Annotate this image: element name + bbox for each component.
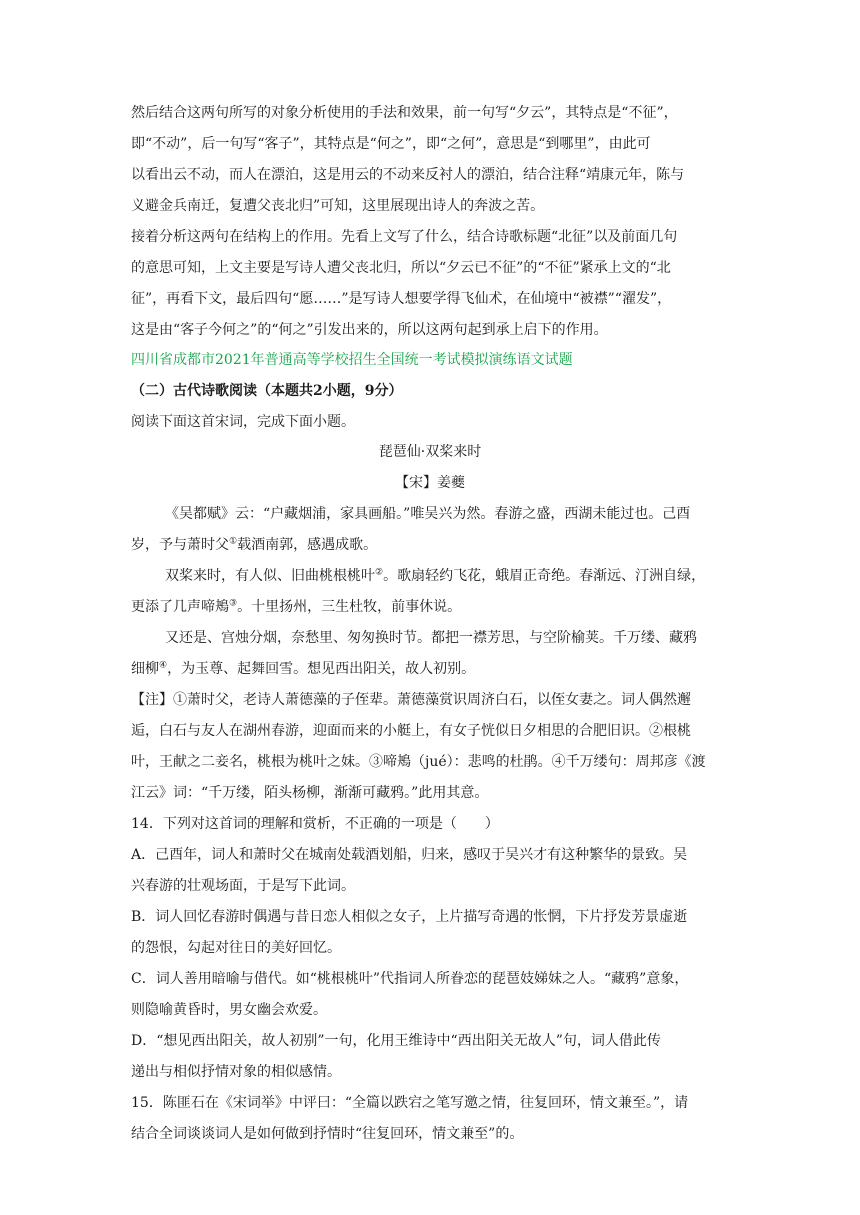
question-14-option-b: B．词人回忆春游时偶遇与昔日恋人相似之女子，上片描写奇遇的怅惘，下片抒发芳景虚逝 xyxy=(131,909,688,925)
footnote-mark: ③ xyxy=(229,598,238,609)
question-14-option-a: 兴春游的壮观场面，于是写下此词。 xyxy=(131,878,355,894)
analysis-line: 义避金兵南迁，复遭父丧北归”可知，这里展现出诗人的奔波之苦。 xyxy=(131,198,545,214)
poem-preface: 《吴都赋》云：“户藏烟浦，家具画船。”唯吴兴为然。春游之盛，西湖未能过也。己酉 xyxy=(165,506,691,522)
notes-line: 叶，王献之二妾名，桃根为桃叶之妹。③啼鴂（jué）：悲鸣的杜鹃。④千万缕句：周邦彦《渡 xyxy=(131,754,706,770)
section-heading: （二）古代诗歌阅读（本题共2小题，9分） xyxy=(131,383,403,399)
poem-preface: 岁，予与萧时父①载酒南郭，感遇成歌。 xyxy=(131,536,378,553)
poem-stanza-1: 双桨来时，有人似、旧曲桃根桃叶②。歌扇轻约飞花，蛾眉正奇绝。春渐远、汀洲自绿， xyxy=(165,567,706,584)
footnote-mark: ① xyxy=(229,536,238,547)
notes-line: 【注】①萧时父，老诗人萧德藻的子侄辈。萧德藻赏识周济白石，以侄女妻之。词人偶然邂 xyxy=(131,692,691,708)
instruction: 阅读下面这首宋词，完成下面小题。 xyxy=(131,414,355,430)
analysis-line: 征”，再看下文，最后四句“愿……”是写诗人想要学得飞仙术，在仙境中“被襟”“濯发”， xyxy=(131,291,672,307)
analysis-line: 即“不动”，后一句写“客子”，其特点是“何之”，即“之何”，意思是“到哪里”，由此可 xyxy=(131,136,651,152)
poem-stanza-2: 细柳④，为玉尊、起舞回雪。想见西出阳关，故人初别。 xyxy=(131,660,476,677)
source-line: 四川省成都市2021年普通高等学校招生全国统一考试模拟演练语文试题 xyxy=(131,352,573,368)
question-14-option-b: 的怨恨，勾起对往日的美好回忆。 xyxy=(131,940,341,956)
analysis-line: 接着分析这两句在结构上的作用。先看上文写了什么，结合诗歌标题“北征”以及前面几句 xyxy=(131,229,678,245)
question-14-option-c: 则隐喻黄昏时，男女幽会欢爱。 xyxy=(131,1002,327,1018)
analysis-line: 的意思可知，上文主要是写诗人遭父丧北归，所以“夕云已不征”的“不征”紧承上文的“北 xyxy=(131,260,671,276)
question-14-option-c: C．词人善用暗喻与借代。如“桃根桃叶”代指词人所眷恋的琵琶妓娣妹之人。“藏鸦”意象， xyxy=(131,971,689,987)
poem-author: 【宋】姜夔 xyxy=(395,475,465,491)
question-14-option-d: 递出与相似抒情对象的相似感情。 xyxy=(131,1064,341,1080)
poem-stanza-1: 更添了几声啼鴂③。十里扬州，三生杜牧，前事休说。 xyxy=(131,598,462,615)
analysis-line: 这是由“客子今何之”的“何之”引发出来的，所以这两句起到承上启下的作用。 xyxy=(131,322,608,338)
notes-line: 江云》词：“千万缕，陌头杨柳，渐渐可藏鸦。”此用其意。 xyxy=(131,785,489,801)
question-14-stem: 14．下列对这首词的理解和赏析，不正确的一项是（ ） xyxy=(131,816,499,832)
poem-title: 琵琶仙·双桨来时 xyxy=(378,444,482,460)
question-15: 结合全词谈谈词人是如何做到抒情时“往复回环，情文兼至”的。 xyxy=(131,1126,524,1142)
poem-stanza-2: 又还是、宫烛分烟，奈愁里、匆匆换时节。都把一襟芳思，与空阶榆荚。千万缕、藏鸦 xyxy=(165,630,697,646)
question-15: 15．陈匪石在《宋词举》中评曰：“全篇以跌宕之笔写邀之情，往复回环，情文兼至。”，请 xyxy=(131,1095,689,1111)
footnote-mark: ④ xyxy=(159,660,168,671)
analysis-line: 以看出云不动，而人在漂泊，这是用云的不动来反衬人的漂泊，结合注释“靖康元年，陈与 xyxy=(131,167,685,183)
notes-line: 逅，白石与友人在湖州春游，迎面而来的小艇上，有女子恍似日夕相思的合肥旧识。②根桃 xyxy=(131,723,691,739)
question-14-option-a: A．己酉年，词人和萧时父在城南处载酒划船，归来，感叹于吴兴才有这种繁华的景致。吴 xyxy=(131,847,688,863)
analysis-line: 然后结合这两句所写的对象分析使用的手法和效果，前一句写“夕云”，其特点是“不征”， xyxy=(131,105,678,121)
question-14-option-d: D．“想见西出阳关，故人初别”一句，化用王维诗中“西出阳关无故人”句，词人借此传 xyxy=(131,1033,661,1049)
footnote-mark: ② xyxy=(375,567,384,578)
